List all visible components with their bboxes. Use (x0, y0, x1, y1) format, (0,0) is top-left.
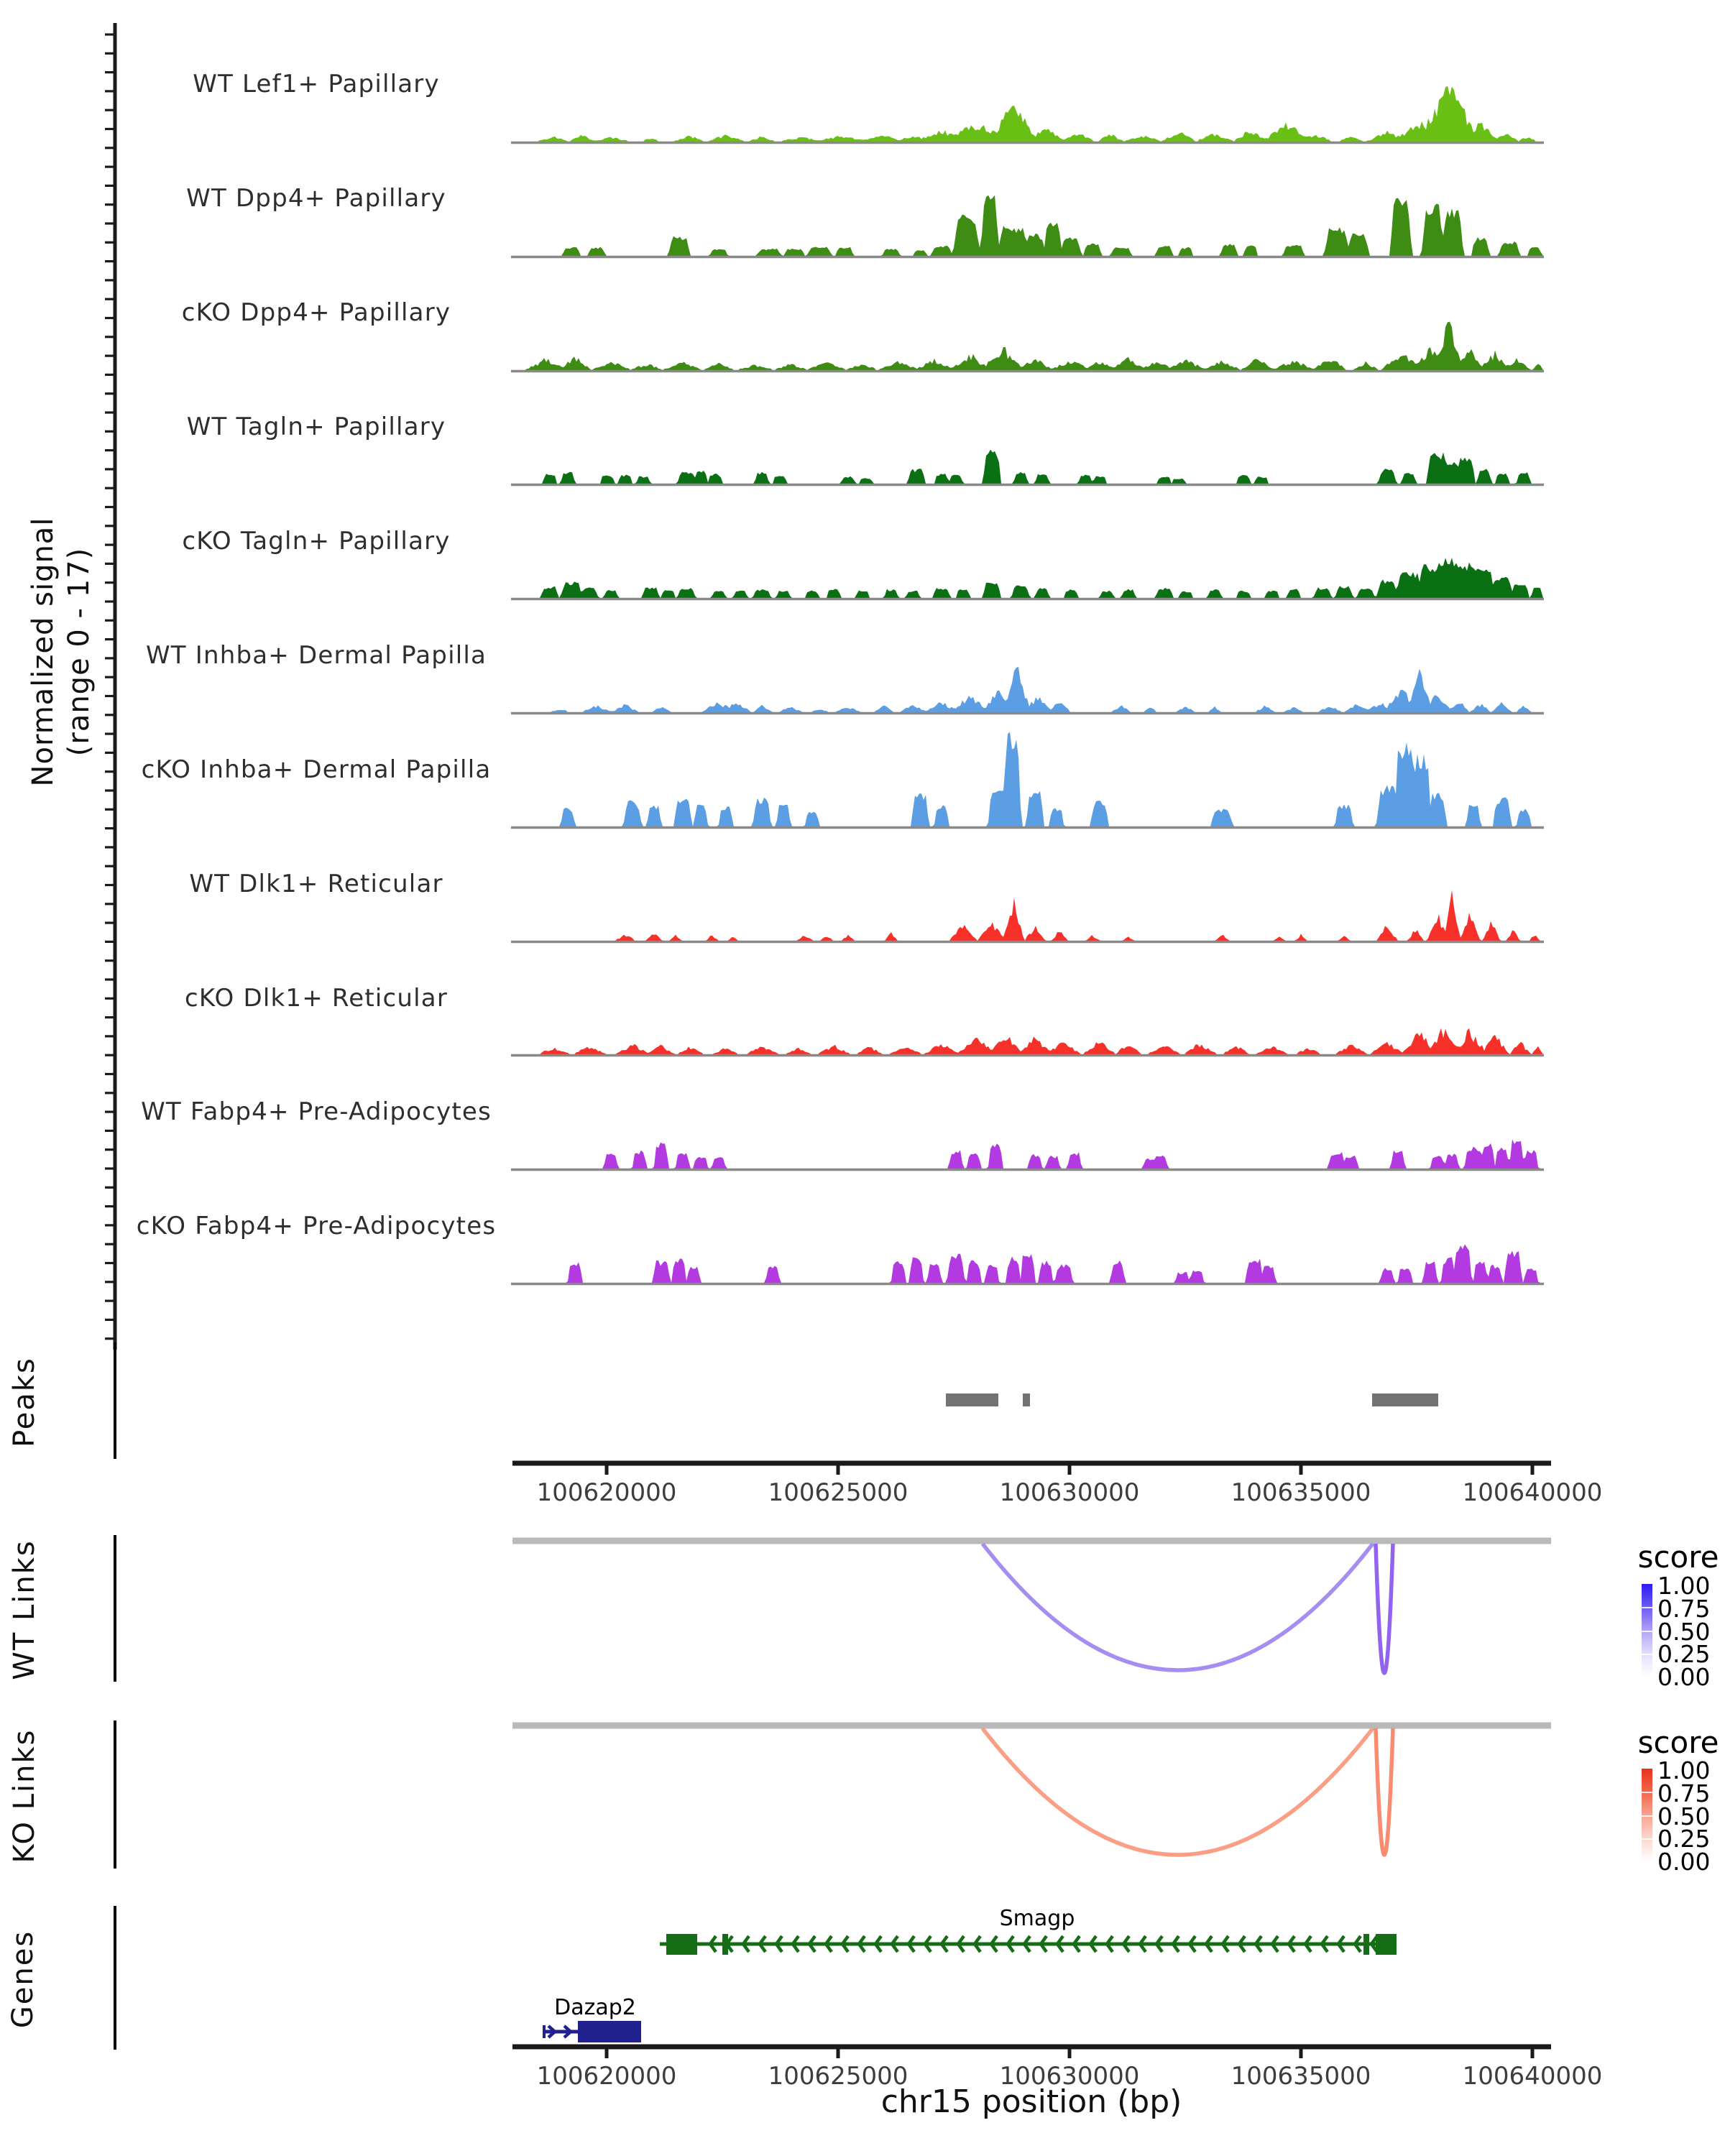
y-axis-label-line2: (range 0 - 17) (63, 547, 96, 757)
x-tick-label: 100635000 (1230, 2062, 1371, 2091)
x-tick-label: 100620000 (536, 1478, 677, 1507)
peak-interval-2 (1372, 1393, 1438, 1406)
gradient-tick (1642, 1838, 1652, 1840)
ko-legend-label-050: 0.50 (1657, 1802, 1711, 1830)
x-tick-label: 100630000 (999, 2062, 1140, 2091)
wt-legend-label-025: 0.25 (1657, 1640, 1711, 1668)
x-tick-label: 100640000 (1462, 2062, 1603, 2091)
y-axis-label-line1: Normalized signal (27, 517, 60, 787)
coverage-track-4 (512, 558, 1543, 598)
x-tick-label: 100625000 (768, 2062, 908, 2091)
track-label-wt-lef1: WT Lef1+ Papillary (193, 70, 440, 98)
coverage-track-0 (512, 86, 1543, 142)
x-axis-title: chr15 position (bp) (880, 2083, 1182, 2120)
coverage-track-3 (512, 450, 1543, 484)
coverage-track-5 (512, 667, 1543, 712)
gene-label-dazap2: Dazap2 (554, 1995, 636, 2020)
ko-score-legend-title: score (1637, 1725, 1719, 1760)
track-label-wt-inhba: WT Inhba+ Dermal Papilla (145, 641, 487, 670)
wt-links-panel-label: WT Links (8, 1539, 41, 1680)
gene-exon-Dazap2-0 (578, 2021, 641, 2042)
coverage-track-9 (512, 1139, 1543, 1169)
ko-link-arc-1 (1376, 1728, 1393, 1855)
track-label-cko-inhba: cKO Inhba+ Dermal Papilla (141, 755, 492, 784)
track-label-cko-dlk1: cKO Dlk1+ Reticular (184, 984, 448, 1013)
x-tick-label: 100640000 (1462, 1478, 1603, 1507)
track-label-wt-fabp4: WT Fabp4+ Pre-Adipocytes (141, 1097, 492, 1126)
gradient-tick (1642, 1631, 1652, 1632)
ko-link-arc-0 (983, 1728, 1373, 1855)
gradient-tick (1642, 1815, 1652, 1817)
genes-panel-label: Genes (6, 1930, 40, 2029)
gradient-tick (1642, 1607, 1652, 1608)
track-label-cko-fabp4: cKO Fabp4+ Pre-Adipocytes (136, 1212, 497, 1240)
wt-score-gradient-bar (1642, 1584, 1652, 1677)
ko-links-panel-label: KO Links (8, 1728, 41, 1864)
wt-legend-label-100: 1.00 (1657, 1572, 1711, 1600)
gradient-tick (1642, 1792, 1652, 1793)
gene-exon-Smagp-3 (1376, 1934, 1397, 1955)
peak-interval-0 (946, 1393, 998, 1406)
track-label-cko-dpp4: cKO Dpp4+ Papillary (181, 298, 451, 327)
wt-legend-label-050: 0.50 (1657, 1618, 1711, 1646)
ko-legend-label-025: 0.25 (1657, 1825, 1711, 1853)
coverage-track-10 (512, 1244, 1543, 1283)
gene-exon-Smagp-0 (666, 1934, 697, 1955)
gene-exon-Smagp-1 (722, 1934, 728, 1955)
wt-link-arc-1 (1376, 1544, 1393, 1673)
wt-link-arc-0 (983, 1544, 1373, 1670)
x-tick-label: 100625000 (768, 1478, 908, 1507)
ko-score-gradient-bar (1642, 1769, 1652, 1861)
wt-legend-label-075: 0.75 (1657, 1595, 1711, 1623)
y-axis-label (25, 400, 97, 903)
wt-legend-label-000: 0.00 (1657, 1663, 1711, 1691)
track-label-cko-tagln: cKO Tagln+ Papillary (182, 527, 451, 556)
x-tick-label: 100630000 (999, 1478, 1140, 1507)
coverage-track-2 (512, 322, 1543, 370)
coverage-track-6 (512, 732, 1543, 826)
ko-legend-label-100: 1.00 (1657, 1756, 1711, 1784)
track-label-wt-tagln: WT Tagln+ Papillary (186, 413, 446, 441)
x-tick-label: 100635000 (1230, 1478, 1371, 1507)
track-label-wt-dlk1: WT Dlk1+ Reticular (189, 870, 443, 898)
coverage-track-1 (512, 195, 1543, 256)
x-tick-label: 100620000 (536, 2062, 677, 2091)
gradient-tick (1642, 1654, 1652, 1655)
track-label-wt-dpp4: WT Dpp4+ Papillary (186, 184, 446, 213)
gene-exon-Smagp-2 (1363, 1934, 1369, 1955)
ko-legend-label-000: 0.00 (1657, 1848, 1711, 1876)
peak-interval-1 (1023, 1393, 1030, 1406)
coverage-track-8 (512, 1028, 1543, 1054)
gene-label-smagp: Smagp (999, 1906, 1075, 1931)
coverage-track-7 (512, 890, 1543, 941)
ko-legend-label-075: 0.75 (1657, 1779, 1711, 1807)
wt-score-legend-title: score (1637, 1539, 1719, 1575)
peaks-panel-label: Peaks (8, 1357, 41, 1447)
